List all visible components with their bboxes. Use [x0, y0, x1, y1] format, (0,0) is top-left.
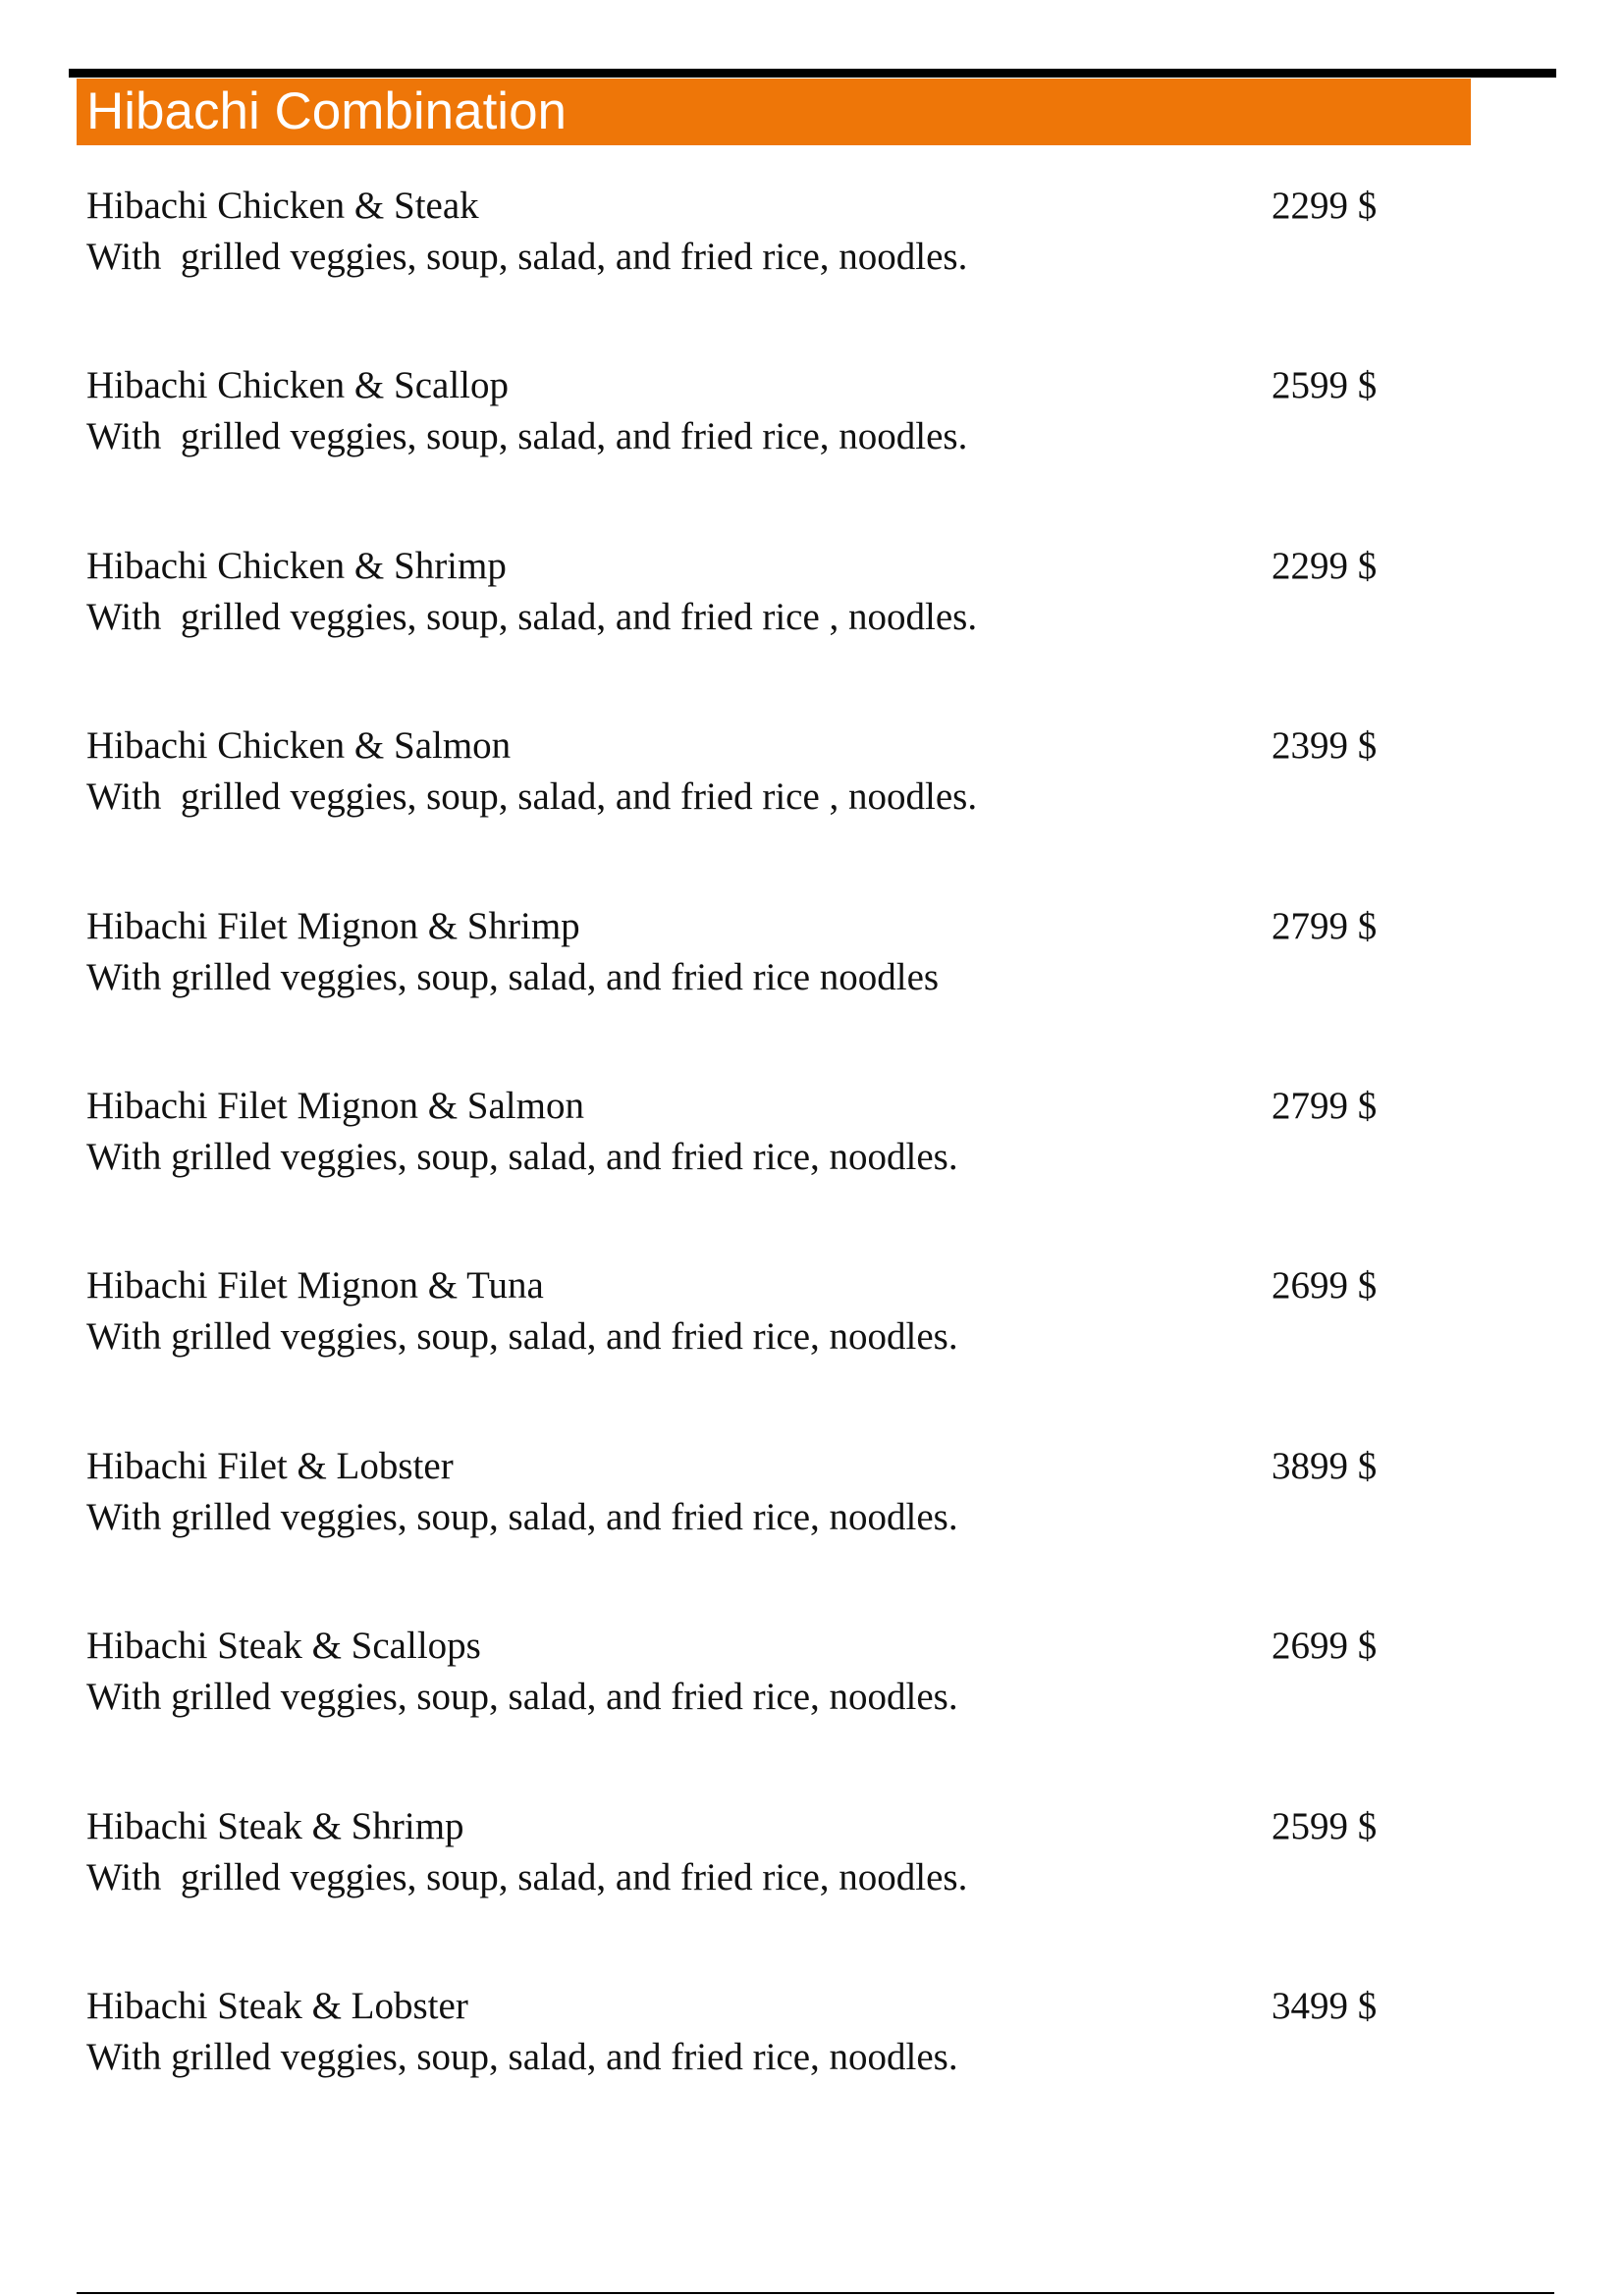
item-description: With grilled veggies, soup, salad, and fried rice, noodles.: [86, 1676, 958, 1719]
item-description: With grilled veggies, soup, salad, and fried rice, noodles.: [86, 1315, 958, 1359]
item-price: 2299 $: [1272, 544, 1378, 587]
item-description: With grilled veggies, soup, salad, and fried rice, noodles.: [86, 1495, 958, 1538]
menu-list: [86, 175, 1402, 2155]
item-price: 2799 $: [1272, 904, 1378, 947]
item-name: Hibachi Chicken & Salmon: [86, 724, 512, 768]
top-divider: [69, 69, 1556, 78]
item-name: Hibachi Filet Mignon & Tuna: [86, 1264, 544, 1308]
menu-item: [86, 1975, 1402, 2155]
item-name: Hibachi Steak & Scallops: [86, 1625, 481, 1668]
item-price: 2599 $: [1272, 364, 1378, 407]
item-description: With grilled veggies, soup, salad, and fried rice, noodles.: [86, 1135, 958, 1178]
bottom-divider: [77, 2292, 1554, 2294]
menu-item: [86, 1435, 1402, 1615]
item-description: With grilled veggies, soup, salad, and fried rice, noodles.: [86, 415, 968, 458]
item-description: With grilled veggies, soup, salad, and fried rice, noodles.: [86, 2035, 958, 2078]
item-price: 3899 $: [1272, 1444, 1378, 1487]
item-name: Hibachi Steak & Shrimp: [86, 1804, 464, 1847]
section-header: [77, 79, 1471, 145]
item-price: 2699 $: [1272, 1264, 1378, 1308]
menu-item: [86, 175, 1402, 354]
item-name: Hibachi Chicken & Steak: [86, 185, 479, 227]
menu-item: [86, 1615, 1402, 1794]
item-description: With grilled veggies, soup, salad, and fried rice , noodles.: [86, 595, 978, 638]
item-price: 2599 $: [1272, 1804, 1378, 1847]
menu-item: [86, 354, 1402, 534]
item-description: With grilled veggies, soup, salad, and fried rice, noodles.: [86, 1855, 968, 1898]
item-name: Hibachi Filet & Lobster: [86, 1444, 454, 1487]
item-price: 2799 $: [1272, 1084, 1378, 1127]
menu-item: [86, 535, 1402, 715]
menu-item: [86, 895, 1402, 1075]
menu-item: [86, 715, 1402, 894]
item-description: With grilled veggies, soup, salad, and fried rice noodles: [86, 955, 940, 998]
item-name: Hibachi Chicken & Scallop: [86, 364, 509, 407]
item-name: Hibachi Chicken & Shrimp: [86, 544, 507, 587]
section-title: Hibachi Combination: [86, 82, 568, 140]
menu-item: [86, 1795, 1402, 1975]
item-price: 2299 $: [1272, 185, 1378, 227]
item-description: With grilled veggies, soup, salad, and fried rice, noodles.: [86, 236, 968, 278]
menu-item: [86, 1255, 1402, 1434]
item-price: 2399 $: [1272, 724, 1378, 768]
item-name: Hibachi Filet Mignon & Shrimp: [86, 904, 580, 947]
item-description: With grilled veggies, soup, salad, and fried rice , noodles.: [86, 775, 978, 819]
item-name: Hibachi Filet Mignon & Salmon: [86, 1084, 584, 1127]
item-name: Hibachi Steak & Lobster: [86, 1984, 468, 2027]
item-price: 2699 $: [1272, 1625, 1378, 1668]
item-price: 3499 $: [1272, 1984, 1378, 2027]
menu-item: [86, 1075, 1402, 1255]
